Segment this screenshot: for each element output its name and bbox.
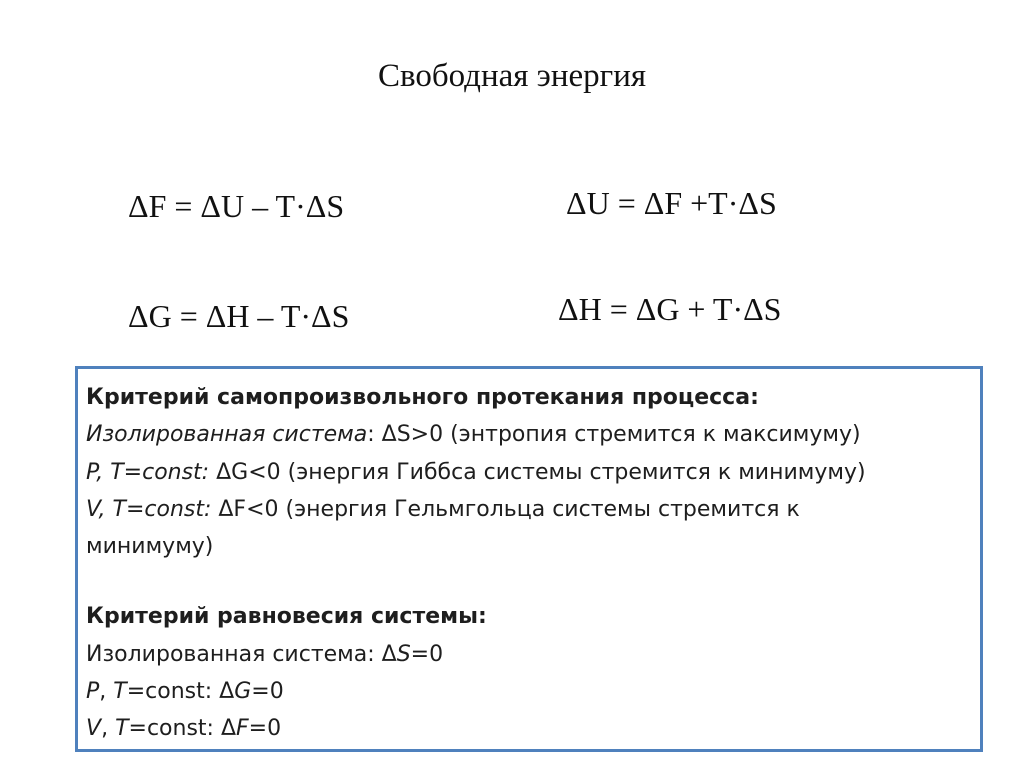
volume-symbol: V	[86, 716, 102, 742]
equilibrium-vt-const: =const: Δ	[128, 716, 236, 742]
gibbs-symbol: G	[234, 679, 252, 705]
criteria-box	[75, 366, 983, 752]
entropy-symbol: S	[396, 641, 411, 667]
helmholtz-symbol: F	[236, 716, 249, 742]
equilibrium-pt-line	[86, 673, 970, 710]
equilibrium-isolated-line	[86, 636, 970, 673]
page-title: Свободная энергия	[377, 58, 647, 94]
isolated-system-criterion: : ΔS>0 (энтропия стремится к максимуму)	[367, 422, 861, 448]
equilibrium-isolated-text: Изолированная система: Δ	[86, 641, 397, 667]
equilibrium-pt-value: =0	[251, 679, 284, 705]
spontaneity-vt-continuation: минимуму)	[86, 534, 214, 560]
pt-const-label: P, T=const:	[86, 459, 210, 485]
spontaneity-pt-line	[86, 454, 970, 491]
helmholtz-definition: ΔF = ΔU – T·ΔS	[128, 188, 345, 224]
temperature-symbol: T	[115, 716, 129, 742]
enthalpy-equation: ΔH = ΔG + T·ΔS	[558, 291, 782, 327]
pt-const-criterion: ΔG<0 (энергия Гиббса системы стремится к минимуму)	[209, 459, 866, 485]
isolated-system-label: Изолированная система	[86, 422, 368, 448]
spontaneity-heading: Критерий самопроизвольного протекания процесса:	[86, 385, 759, 410]
equilibrium-pt-const: =const: Δ	[126, 679, 235, 705]
vt-const-label: V, T=const:	[86, 496, 212, 522]
spontaneity-vt-line	[86, 491, 970, 528]
equilibrium-vt-line	[86, 710, 970, 747]
comma-separator: ,	[99, 679, 114, 705]
spontaneity-isolated-line	[86, 416, 970, 453]
comma-separator: ,	[101, 716, 116, 742]
equilibrium-isolated-value: =0	[410, 641, 444, 667]
equilibrium-vt-value: =0	[248, 716, 282, 742]
gibbs-definition: ΔG = ΔH – T·ΔS	[128, 298, 350, 334]
pressure-symbol: P	[86, 679, 100, 705]
internal-energy-equation: ΔU = ΔF +T·ΔS	[566, 185, 777, 221]
equilibrium-heading: Критерий равновесия системы:	[86, 604, 487, 630]
vt-const-criterion: ΔF<0 (энергия Гельмгольца системы стремится к	[211, 496, 800, 522]
section-spacer	[86, 565, 970, 598]
temperature-symbol: T	[113, 679, 127, 705]
